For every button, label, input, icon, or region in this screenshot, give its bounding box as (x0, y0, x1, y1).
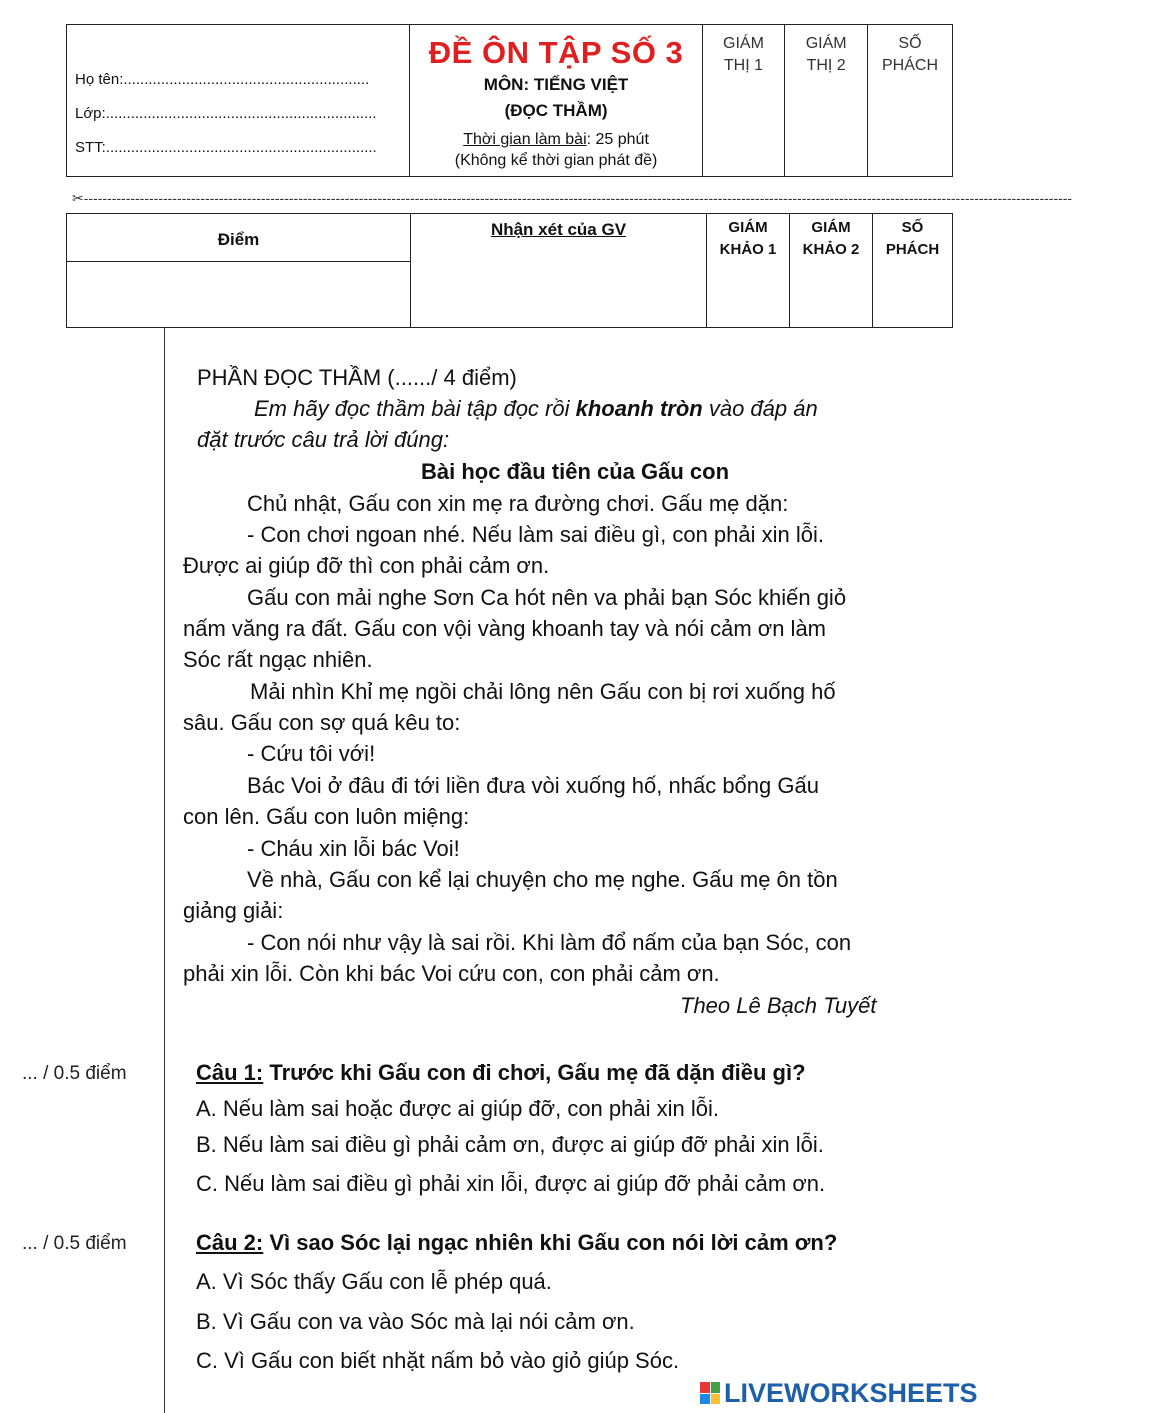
name-field[interactable]: Họ tên:........................................................... (75, 71, 370, 88)
instruction-text-a: Em hãy đọc thầm bài tập đọc rồi (254, 396, 576, 421)
serial-cell (867, 25, 952, 177)
q1-option-c[interactable]: C. Nếu làm sai điều gì phải xin lỗi, được ai giúp đỡ phải cảm ơn. (196, 1171, 826, 1196)
q2-option-a[interactable]: A. Vì Sóc thấy Gấu con lễ phép quá. (196, 1269, 552, 1294)
supervisor2-cell (785, 25, 868, 177)
student-info-cell (67, 25, 410, 177)
story-line: - Cháu xin lỗi bác Voi! (247, 836, 460, 861)
subject-label: MÔN: TIẾNG VIỆT (483, 75, 629, 94)
supervisor1-label: GIÁM THỊ 1 (723, 35, 764, 74)
examiner2-cell (790, 214, 873, 328)
logo-icon (700, 1382, 720, 1404)
q1-text: Trước khi Gấu con đi chơi, Gấu mẹ đã dặn điều gì? (263, 1060, 806, 1085)
story-line: Bác Voi ở đâu đi tới liền đưa vòi xuống hố, nhấc bổng Gấu (247, 773, 819, 798)
q1-option-b[interactable]: B. Nếu làm sai điều gì phải cảm ơn, được ai giúp đỡ phải xin lỗi. (196, 1132, 824, 1157)
story-line: Chủ nhật, Gấu con xin mẹ ra đường chơi. Gấu mẹ dặn: (247, 491, 789, 516)
serial-label: SỐ PHÁCH (881, 35, 938, 74)
exam-title-cell (410, 25, 702, 177)
story-line: Gấu con mải nghe Sơn Ca hót nên va phải bạn Sóc khiến giỏ (247, 585, 847, 610)
q2-text: Vì sao Sóc lại ngạc nhiên khi Gấu con nói lời cảm ơn? (263, 1230, 838, 1255)
story-source: Theo Lê Bạch Tuyết (680, 993, 877, 1018)
q2-label: Câu 2: (196, 1230, 264, 1255)
story-line: - Con nói như vậy là sai rồi. Khi làm đổ nấm của bạn Sóc, con (247, 930, 852, 955)
story-line: sâu. Gấu con sợ quá kêu to: (183, 710, 461, 735)
time-value: : 25 phút (586, 131, 649, 148)
liveworksheets-logo (700, 1378, 978, 1408)
story-line: con lên. Gấu con luôn miệng: (183, 804, 470, 829)
q1-label: Câu 1: (196, 1060, 264, 1085)
instruction (254, 393, 818, 424)
score-header-cell (67, 214, 411, 262)
story-line: - Con chơi ngoan nhé. Nếu làm sai điều gì, con phải xin lỗi. (247, 522, 824, 547)
comment-cell (411, 214, 707, 328)
examiner2-label: GIÁM KHẢO 2 (802, 219, 860, 258)
q2-question (196, 1230, 837, 1256)
story-line: giảng giải: (183, 898, 284, 923)
story-title: Bài học đầu tiên của Gấu con (420, 459, 730, 484)
story-line: - Cứu tôi với! (247, 741, 376, 766)
exam-title: ĐỀ ÔN TẬP SỐ 3 (428, 35, 684, 70)
q2-option-c[interactable]: C. Vì Gấu con biết nhặt nấm bỏ vào giỏ giúp Sóc. (196, 1348, 680, 1373)
serial2-cell (873, 214, 953, 328)
logo-text: LIVEWORKSHEETS (724, 1377, 978, 1408)
examiner1-cell (707, 214, 790, 328)
story-line: nấm văng ra đất. Gấu con vội vàng khoanh tay và nói cảm ơn làm (183, 616, 827, 641)
time-note: (Không kể thời gian phát đề) (454, 152, 658, 169)
comment-label: Nhận xét của GV (490, 220, 627, 239)
supervisor2-label: GIÁM THỊ 2 (805, 35, 847, 74)
instruction-line2: đặt trước câu trả lời đúng: (197, 427, 450, 452)
q2-points[interactable]: ... / 0.5 điểm (22, 1233, 127, 1254)
time-label: Thời gian làm bài (463, 131, 587, 148)
score-label: Điểm (217, 230, 260, 249)
score-table (66, 213, 953, 328)
story-line: Được ai giúp đỡ thì con phải cảm ơn. (183, 553, 550, 578)
section-label: (ĐỌC THẦM) (504, 101, 608, 120)
q1-points[interactable]: ... / 0.5 điểm (22, 1063, 127, 1084)
margin-line (164, 328, 165, 1413)
part-title: PHẦN ĐỌC THẦM (....../ 4 điểm) (197, 365, 517, 390)
supervisor1-cell (702, 25, 785, 177)
story-line: Về nhà, Gấu con kể lại chuyện cho mẹ nghe. Gấu mẹ ôn tồn (247, 867, 838, 892)
number-field[interactable]: STT:................................................................. (75, 139, 377, 156)
exam-header-table (66, 24, 953, 177)
instruction-text-b: vào đáp án (702, 396, 818, 421)
story-line: Mải nhìn Khỉ mẹ ngồi chải lông nên Gấu con bị rơi xuống hố (250, 679, 836, 704)
q1-question (196, 1060, 806, 1086)
story-line: phải xin lỗi. Còn khi bác Voi cứu con, con phải cảm ơn. (183, 961, 720, 986)
score-value-cell[interactable] (67, 262, 411, 328)
time-info (410, 129, 701, 171)
examiner1-label: GIÁM KHẢO 1 (719, 219, 777, 258)
cut-line: ✂-------------------------------------------------------------------------------------------------------------------------------------------------------------------------------------------------------------------- (72, 190, 1073, 206)
instruction-emphasis: khoanh tròn (575, 396, 703, 421)
story-line: Sóc rất ngạc nhiên. (183, 647, 373, 672)
q1-option-a[interactable]: A. Nếu làm sai hoặc được ai giúp đỡ, con phải xin lỗi. (196, 1096, 719, 1121)
serial2-label: SỐ PHÁCH (885, 219, 940, 258)
q2-option-b[interactable]: B. Vì Gấu con va vào Sóc mà lại nói cảm ơn. (196, 1309, 635, 1334)
class-field[interactable]: Lớp:................................................................. (75, 105, 377, 122)
